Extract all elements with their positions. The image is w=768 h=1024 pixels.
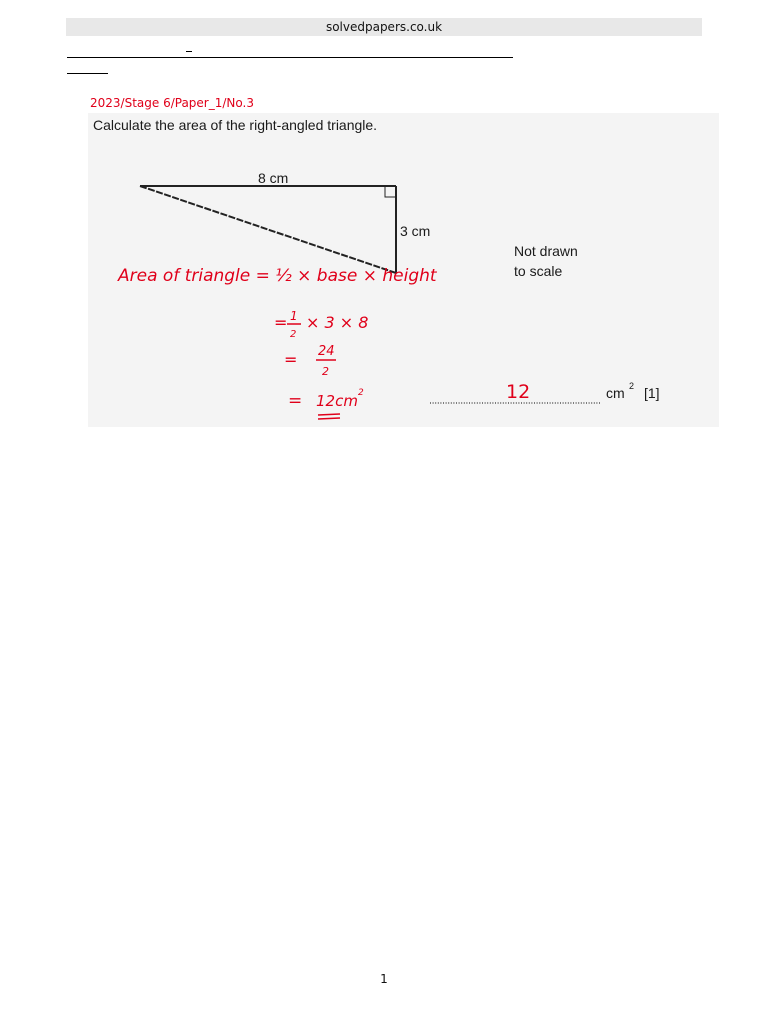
working-line-2-equals: = xyxy=(274,313,288,332)
not-to-scale-line1: Not drawn xyxy=(514,243,578,259)
question-figure xyxy=(88,113,719,427)
working-line-3-numerator: 24 xyxy=(318,344,335,359)
working-line-2-denominator: 2 xyxy=(290,329,297,340)
answer-unit: cm xyxy=(606,385,625,401)
scanned-question xyxy=(88,113,719,427)
site-header xyxy=(66,18,702,36)
page-number: 1 xyxy=(380,972,388,986)
title-underline xyxy=(67,57,513,58)
underline-dash xyxy=(186,51,192,52)
right-triangle xyxy=(140,186,396,273)
working-line-3-equals: = xyxy=(284,350,298,369)
working-line-3-denominator: 2 xyxy=(322,365,329,378)
handwritten-working xyxy=(117,266,438,419)
marks: [1] xyxy=(644,385,660,401)
working-line-2-rest: × 3 × 8 xyxy=(306,313,369,332)
right-angle-marker xyxy=(385,186,396,197)
working-line-4-equals: = xyxy=(288,391,303,411)
working-line-2-numerator: 1 xyxy=(290,309,298,323)
working-line-4-value: 12cm xyxy=(316,392,358,410)
question-prompt: Calculate the area of the right-angled triangle. xyxy=(93,117,378,133)
working-line-1: Area of triangle = ½ × base × height xyxy=(118,266,437,286)
final-underline-2 xyxy=(318,418,340,419)
answer-value: 12 xyxy=(506,381,531,403)
triangle-hypotenuse xyxy=(140,186,396,273)
working-line-4-exponent: 2 xyxy=(358,388,364,398)
subtitle-underline xyxy=(67,73,108,74)
height-label: 3 cm xyxy=(400,223,431,239)
not-to-scale-line2: to scale xyxy=(514,263,563,279)
question-reference: 2023/Stage 6/Paper_1/No.3 xyxy=(90,96,254,110)
base-label: 8 cm xyxy=(258,170,289,186)
final-underline-1 xyxy=(318,414,340,415)
site-name: solvedpapers.co.uk xyxy=(325,20,443,34)
answer-unit-exponent: 2 xyxy=(629,381,635,391)
